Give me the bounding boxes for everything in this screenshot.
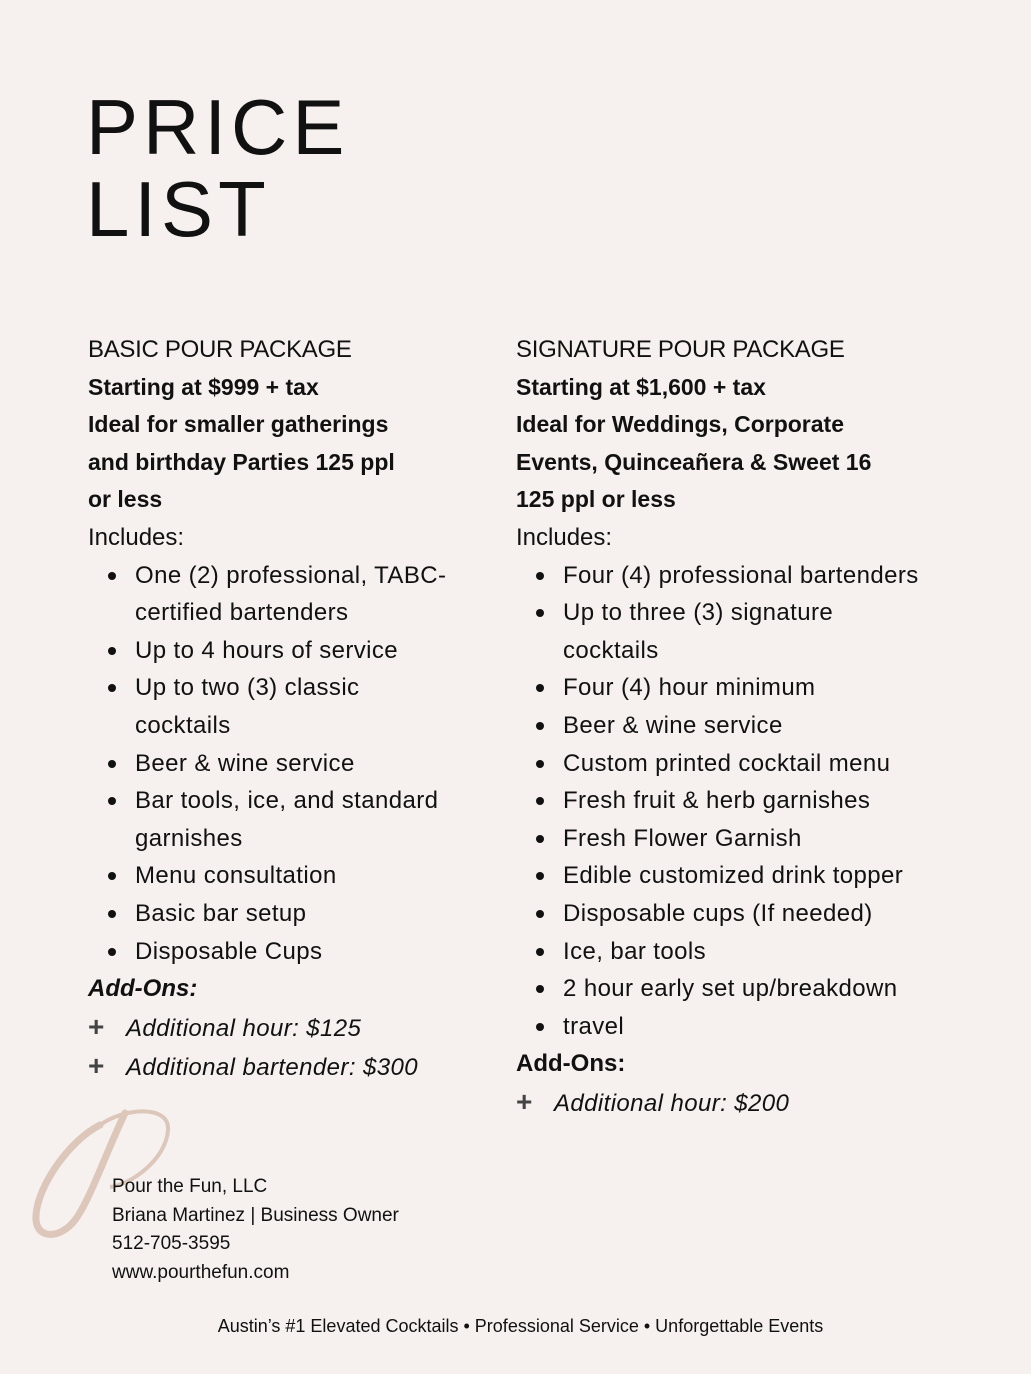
list-item [88, 895, 488, 933]
list-item [516, 557, 956, 595]
list-item-line: Four (4) professional bartenders [563, 561, 919, 589]
addon-text: Additional hour: $125 [126, 1014, 362, 1042]
addon-item [88, 1008, 488, 1048]
title-line-2: LIST [86, 165, 271, 253]
list-item-line: Fresh fruit & herb garnishes [563, 787, 871, 815]
list-item [516, 745, 956, 783]
list-item-line: Fresh Flower Garnish [563, 824, 802, 852]
list-item [88, 669, 488, 744]
page-title [86, 83, 350, 253]
contact-info [112, 1173, 399, 1288]
package-ideal-2: and birthday Parties 125 ppl [88, 448, 395, 475]
list-item [88, 557, 488, 632]
phone-number: 512-705-3595 [112, 1233, 231, 1255]
list-item [516, 669, 956, 707]
list-item-line: Beer & wine service [135, 749, 355, 777]
list-item-line: Menu consultation [135, 862, 337, 890]
list-item-line: Bar tools, ice, and standard [135, 787, 439, 815]
list-item-line: Disposable cups (If needed) [563, 899, 873, 927]
addons-list [88, 1008, 488, 1087]
signature-package [516, 331, 956, 1122]
list-item [516, 820, 956, 858]
includes-label: Includes: [88, 523, 185, 551]
addon-item [516, 1083, 956, 1123]
addon-text: Additional bartender: $300 [126, 1054, 418, 1082]
list-item [516, 782, 956, 820]
list-item [516, 933, 956, 971]
package-ideal-3: or less [88, 486, 163, 513]
list-item-line: Custom printed cocktail menu [563, 749, 891, 777]
list-item [516, 857, 956, 895]
package-name: SIGNATURE POUR PACKAGE [516, 336, 845, 363]
list-item-line: garnishes [135, 824, 243, 852]
list-item-line: cocktails [563, 636, 659, 664]
addons-label: Add-Ons: [516, 1050, 626, 1078]
basic-package [88, 331, 488, 1087]
list-item [88, 632, 488, 670]
list-item [88, 933, 488, 971]
website: www.pourthefun.com [112, 1262, 290, 1284]
package-ideal-1: Ideal for smaller gatherings [88, 411, 389, 438]
list-item-line: Disposable Cups [135, 937, 323, 965]
list-item-line: Ice, bar tools [563, 937, 707, 965]
package-ideal-3: 125 ppl or less [516, 486, 676, 513]
plus-icon: + [88, 1050, 105, 1082]
list-item [516, 970, 956, 1008]
addons-list [516, 1083, 956, 1123]
list-item [88, 857, 488, 895]
package-ideal-2: Events, Quinceañera & Sweet 16 [516, 448, 872, 475]
addon-text: Additional hour: $200 [554, 1089, 790, 1117]
list-item [88, 745, 488, 783]
list-item [516, 1008, 956, 1046]
list-item-line: Up to 4 hours of service [135, 636, 399, 664]
plus-icon: + [516, 1085, 533, 1117]
list-item [516, 594, 956, 669]
list-item-line: certified bartenders [135, 599, 349, 627]
owner-name: Briana Martinez | Business Owner [112, 1204, 399, 1226]
package-ideal-1: Ideal for Weddings, Corporate [516, 411, 844, 438]
list-item-line: Beer & wine service [563, 711, 783, 739]
addon-item [88, 1047, 488, 1087]
plus-icon: + [88, 1010, 105, 1042]
company-name: Pour the Fun, LLC [112, 1176, 268, 1197]
list-item [88, 782, 488, 857]
list-item-line: cocktails [135, 711, 231, 739]
list-item-line: Up to two (3) classic [135, 674, 360, 702]
list-item-line: Four (4) hour minimum [563, 674, 816, 702]
package-price: Starting at $999 + tax [88, 373, 319, 400]
list-item-line: Up to three (3) signature [563, 599, 834, 627]
list-item-line: Basic bar setup [135, 899, 307, 927]
list-item-line: One (2) professional, TABC- [135, 561, 447, 589]
includes-list [88, 557, 488, 971]
package-price: Starting at $1,600 + tax [516, 373, 766, 400]
includes-list [516, 557, 956, 1046]
addons-label: Add-Ons: [88, 975, 198, 1003]
title-line-1: PRICE [86, 83, 350, 171]
list-item-line: 2 hour early set up/breakdown [563, 975, 898, 1003]
footer-tagline: Austin’s #1 Elevated Cocktails • Professional Service • Unforgettable Events [217, 1316, 824, 1336]
list-item [516, 707, 956, 745]
includes-label: Includes: [516, 523, 613, 551]
list-item-line: travel [563, 1012, 625, 1040]
list-item [516, 895, 956, 933]
list-item-line: Edible customized drink topper [563, 862, 904, 890]
package-name: BASIC POUR PACKAGE [88, 336, 352, 363]
